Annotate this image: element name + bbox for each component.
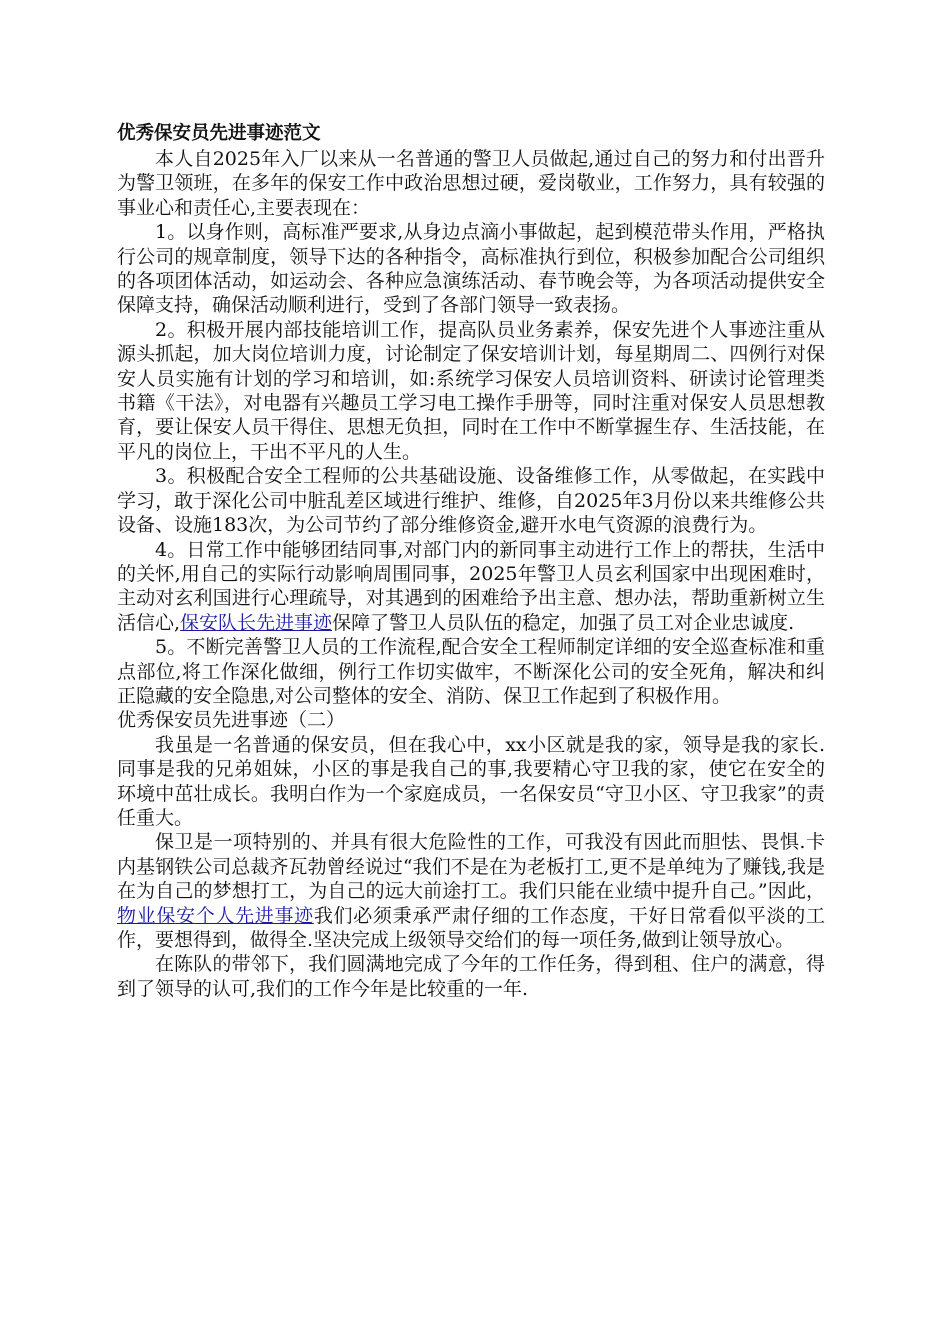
document-title: 优秀保安员先进事迹范文 <box>117 123 321 144</box>
paragraph-section2-2-text-b: 我们必须秉承严肃仔细的工作态度，干好日常看似平淡的工作，要想得到，做得全.坚决完成上级领导交给们的每一项任务,做到让领导放心。 <box>117 904 825 951</box>
paragraph-section2-2-text-a: 保卫是一项特别的、并具有很大危险性的工作，可我没有因此而胆怯、畏惧.卡内基钢铁公司总裁齐瓦勃曾经说过“我们不是在为老板打工,更不是单纯为了赚钱,我是在为自己的梦想打工，为自己的远大前途打工。我们只能在业绩中提升自己。”因此， <box>117 831 825 903</box>
paragraph-point-5: 5。不断完善警卫人员的工作流程,配合安全工程师制定详细的安全巡查标准和重点部位,将工作深化做细，例行工作切实做牢，不断深化公司的安全死角，解决和纠正隐藏的安全隐患,对公司整体的安全、消防、保卫工作起到了积极作用。 <box>117 636 825 707</box>
paragraph-section2-3: 在陈队的带邻下，我们圆满地完成了今年的工作任务，得到租、住户的满意，得到了领导的认可,我们的工作今年是比较重的一年. <box>117 953 825 1000</box>
paragraph-point-4-text-b: 保障了警卫人员队伍的稳定，加强了员工对企业忠诚度. <box>332 611 795 634</box>
section-2-title: 优秀保安员先进事迹（二） <box>117 709 346 732</box>
paragraph-point-4 <box>117 538 825 636</box>
paragraph-point-3: 3。积极配合安全工程师的公共基础设施、设备维修工作，从零做起，在实践中学习，敢于深化公司中脏乱差区域进行维护、维修，自2025年3月份以来共维修公共设备、设施183次，为公司节约了部分维修资金,避开水电气资源的浪费行为。 <box>117 465 825 537</box>
paragraph-intro: 本人自2025年入厂以来从一名普通的警卫人员做起,通过自己的努力和付出晋升为警卫领班，在多年的保安工作中政治思想过硬，爱岗敬业，工作努力，具有较强的事业心和责任心,主要表现在： <box>117 148 825 219</box>
link-property-security-deeds[interactable]: 物业保安个人先进事迹 <box>117 904 314 927</box>
paragraph-point-4-text-a: 4。日常工作中能够团结同事,对部门内的新同事主动进行工作上的帮扶，生活中的关怀,用自己的实际行动影响周围同事，2025年警卫人员玄利国家中出现困难时，主动对玄利国进行心理疏导，对其遇到的困难给予出主意、想办法，帮助重新树立生活信心, <box>117 538 825 634</box>
paragraph-section2-2 <box>117 830 825 952</box>
paragraph-point-1: 1。以身作则，高标准严要求,从身边点滴小事做起，起到模范带头作用，严格执行公司的规章制度，领导下达的各种指令，高标准执行到位，积极参加配合公司组织的各项团体活动，如运动会、各种应急演练活动、春节晚会等，为各项活动提供安全保障支持，确保活动顺利进行，受到了各部门领导一致表扬。 <box>117 221 825 317</box>
paragraph-point-2: 2。积极开展内部技能培训工作，提高队员业务素养，保安先进个人事迹注重从源头抓起，加大岗位培训力度，讨论制定了保安培训计划，每星期周二、四例行对保安人员实施有计划的学习和培训，如:系统学习保安人员培训资料、研读讨论管理类书籍《干法》，对电器有兴趣员工学习电工操作手册等，同时注重对保安人员思想教育，要让保安人员干得住、思想无负担，同时在工作中不断掌握生存、生活技能，在平凡的岗位上，干出不平凡的人生。 <box>117 318 825 463</box>
document-page <box>117 121 825 1001</box>
paragraph-section2-1: 我虽是一名普通的保安员，但在我心中，xx小区就是我的家，领导是我的家长.同事是我的兄弟姐妹，小区的事是我自己的事,我要精心守卫我的家，使它在安全的环境中茁壮成长。我明白作为一个家庭成员，一名保安员“守卫小区、守卫我家”的责任重大。 <box>117 733 825 829</box>
link-security-captain-deeds[interactable]: 保安队长先进事迹 <box>180 611 333 634</box>
